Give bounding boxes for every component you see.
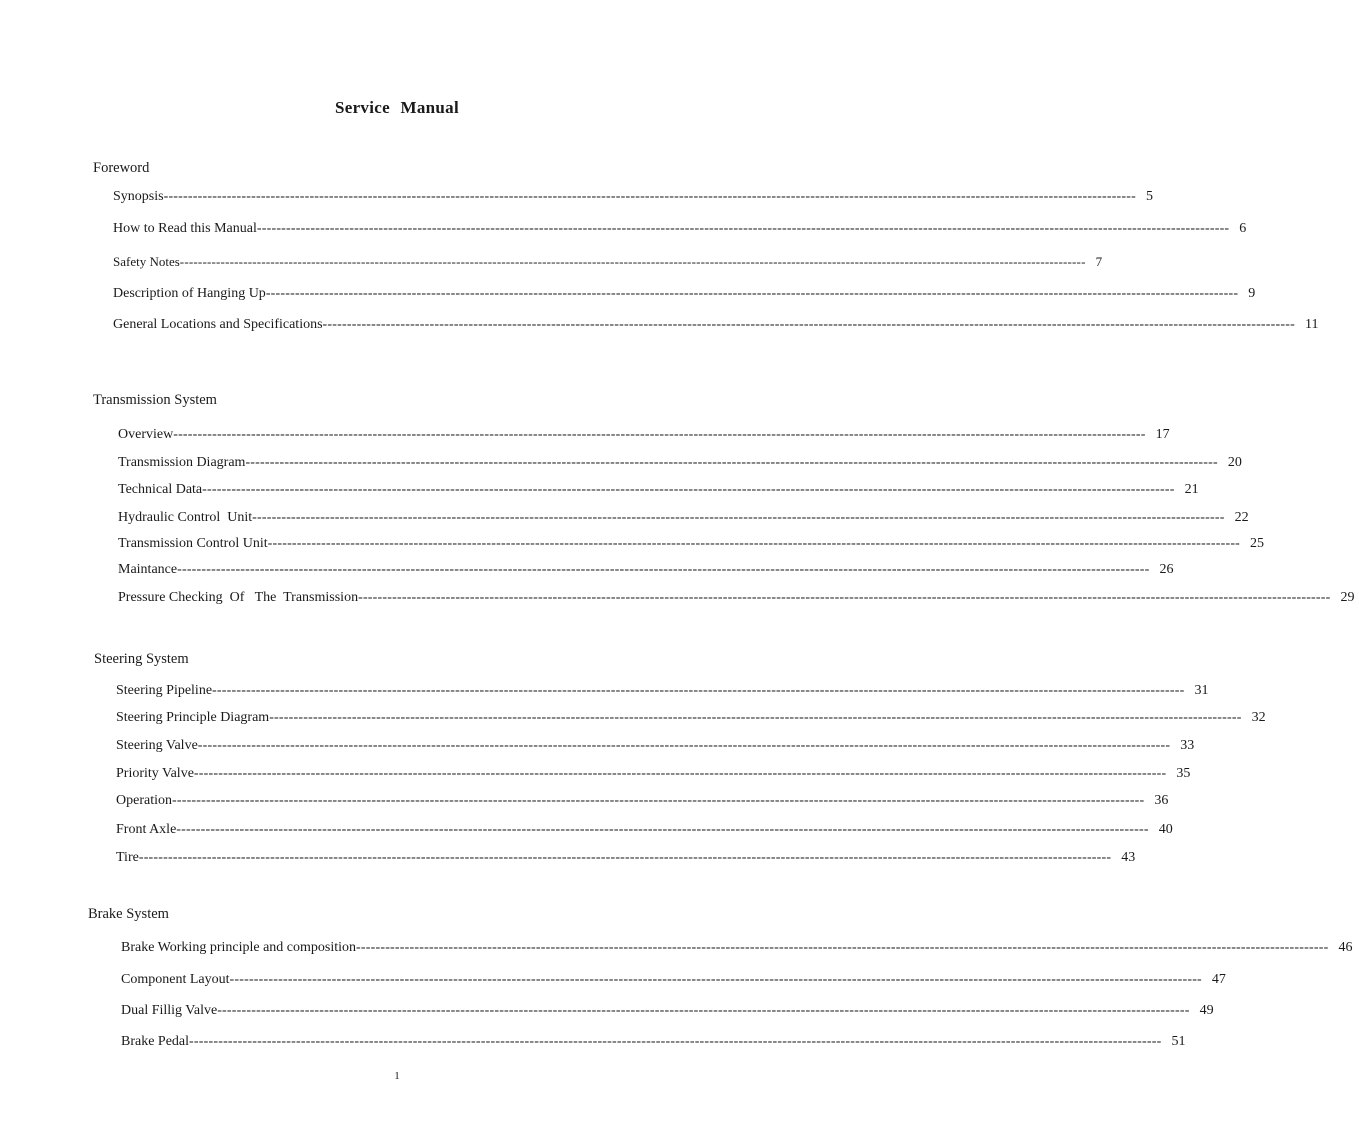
toc-entry[interactable] — [113, 252, 1103, 272]
toc-entry[interactable] — [113, 284, 1256, 304]
dot-leader: -------------------------------------------------------------------------------------------------------------------------------------------------------------------------------------------------------- — [252, 510, 1225, 525]
toc-entry-page: 35 — [1176, 766, 1191, 781]
toc-entry[interactable] — [116, 708, 1266, 728]
toc-entry-page: 32 — [1251, 710, 1266, 725]
dot-leader: -------------------------------------------------------------------------------------------------------------------------------------------------------------------------------------------------------- — [171, 793, 1145, 808]
toc-entry-label: Brake Pedal — [121, 1034, 190, 1049]
toc-entry[interactable] — [121, 1032, 1186, 1052]
dot-leader: -------------------------------------------------------------------------------------------------------------------------------------------------------------------------------------------------------- — [212, 683, 1185, 698]
toc-entry[interactable] — [116, 736, 1195, 756]
section-heading-foreword: Foreword — [93, 160, 150, 176]
toc-entry[interactable] — [121, 938, 1353, 958]
toc-entry-label: Transmission Control Unit — [118, 536, 268, 551]
toc-entry[interactable] — [118, 534, 1265, 554]
toc-entry[interactable] — [118, 588, 1355, 608]
toc-entry-label: Operation — [116, 793, 172, 808]
toc-entry-page: 43 — [1121, 850, 1136, 865]
toc-entry-label: Priority Valve — [116, 766, 194, 781]
dot-leader: -------------------------------------------------------------------------------------------------------------------------------------------------------------------------------------------------------- — [322, 317, 1295, 332]
section-heading-brake: Brake System — [88, 906, 169, 922]
toc-entry-page: 22 — [1234, 510, 1249, 525]
toc-entry-page: 40 — [1158, 822, 1173, 837]
toc-entry-label: Overview — [118, 427, 174, 442]
toc-entry-label: Hydraulic Control Unit — [118, 510, 253, 525]
toc-entry-page: 25 — [1250, 536, 1265, 551]
dot-leader: -------------------------------------------------------------------------------------------------------------------------------------------------------------------------------------------------------- — [202, 482, 1175, 497]
dot-leader: -------------------------------------------------------------------------------------------------------------------------------------------------------------------------------------------------------- — [189, 1034, 1162, 1049]
dot-leader: -------------------------------------------------------------------------------------------------------------------------------------------------------------------------------------------------------- — [358, 590, 1331, 605]
toc-entry-page: 46 — [1338, 940, 1353, 955]
toc-entry-page: 6 — [1239, 221, 1247, 236]
dot-leader: -------------------------------------------------------------------------------------------------------------------------------------------------------------------------------------------------------- — [179, 254, 1086, 269]
dot-leader: -------------------------------------------------------------------------------------------------------------------------------------------------------------------------------------------------------- — [245, 455, 1218, 470]
toc-entry-page: 31 — [1194, 683, 1209, 698]
toc-entry-page: 49 — [1199, 1003, 1214, 1018]
dot-leader: -------------------------------------------------------------------------------------------------------------------------------------------------------------------------------------------------------- — [163, 189, 1136, 204]
toc-entry-label: Pressure Checking Of The Transmission — [118, 590, 359, 605]
toc-entry-label: Description of Hanging Up — [113, 286, 266, 301]
toc-entry[interactable] — [113, 187, 1153, 207]
toc-entry-label: Transmission Diagram — [118, 455, 246, 470]
dot-leader: -------------------------------------------------------------------------------------------------------------------------------------------------------------------------------------------------------- — [217, 1003, 1190, 1018]
toc-entry[interactable] — [118, 560, 1174, 580]
toc-entry-label: Front Axle — [116, 822, 177, 837]
toc-entry[interactable] — [118, 480, 1199, 500]
toc-entry-page: 33 — [1180, 738, 1195, 753]
toc-entry-label: Brake Working principle and composition — [121, 940, 357, 955]
toc-entry[interactable] — [113, 315, 1319, 335]
toc-entry-label: Steering Valve — [116, 738, 198, 753]
toc-entry-label: Technical Data — [118, 482, 203, 497]
toc-entry-page: 36 — [1154, 793, 1169, 808]
toc-entry-label: Synopsis — [113, 189, 164, 204]
dot-leader: -------------------------------------------------------------------------------------------------------------------------------------------------------------------------------------------------------- — [265, 286, 1239, 301]
toc-entry[interactable] — [116, 848, 1136, 868]
dot-leader: -------------------------------------------------------------------------------------------------------------------------------------------------------------------------------------------------------- — [177, 562, 1150, 577]
toc-entry[interactable] — [113, 219, 1247, 239]
toc-entry-label: Safety Notes — [113, 254, 180, 269]
title-word-2: Manual — [400, 98, 459, 117]
toc-entry-page: 29 — [1340, 590, 1355, 605]
toc-entry[interactable] — [118, 453, 1242, 473]
toc-entry-page: 20 — [1227, 455, 1242, 470]
toc-entry-page: 5 — [1146, 189, 1153, 204]
dot-leader: -------------------------------------------------------------------------------------------------------------------------------------------------------------------------------------------------------- — [356, 940, 1329, 955]
toc-entry[interactable] — [116, 764, 1191, 784]
dot-leader: -------------------------------------------------------------------------------------------------------------------------------------------------------------------------------------------------------- — [197, 738, 1171, 753]
toc-entry-page: 47 — [1211, 972, 1226, 987]
dot-leader: -------------------------------------------------------------------------------------------------------------------------------------------------------------------------------------------------------- — [256, 221, 1230, 236]
dot-leader: -------------------------------------------------------------------------------------------------------------------------------------------------------------------------------------------------------- — [267, 536, 1241, 551]
toc-entry-page: 7 — [1095, 254, 1103, 269]
toc-entry[interactable] — [118, 425, 1170, 445]
toc-entry[interactable] — [121, 1001, 1214, 1021]
section-heading-steering: Steering System — [94, 651, 189, 667]
toc-entry-label: Maintance — [118, 562, 178, 577]
toc-entry-label: How to Read this Manual — [113, 221, 257, 236]
toc-entry-page: 9 — [1248, 286, 1256, 301]
toc-entry-label: Component Layout — [121, 972, 230, 987]
dot-leader: -------------------------------------------------------------------------------------------------------------------------------------------------------------------------------------------------------- — [193, 766, 1167, 781]
dot-leader: -------------------------------------------------------------------------------------------------------------------------------------------------------------------------------------------------------- — [229, 972, 1202, 987]
toc-entry-page: 26 — [1159, 562, 1174, 577]
toc-entry-page: 11 — [1304, 317, 1319, 332]
dot-leader: -------------------------------------------------------------------------------------------------------------------------------------------------------------------------------------------------------- — [269, 710, 1242, 725]
dot-leader: -------------------------------------------------------------------------------------------------------------------------------------------------------------------------------------------------------- — [138, 850, 1112, 865]
dot-leader: -------------------------------------------------------------------------------------------------------------------------------------------------------------------------------------------------------- — [173, 427, 1146, 442]
toc-entry-label: General Locations and Specifications — [113, 317, 323, 332]
toc-entry-label: Steering Pipeline — [116, 683, 213, 698]
title-word-1: Service — [334, 98, 390, 117]
toc-entry-page: 51 — [1171, 1034, 1186, 1049]
toc-entry[interactable] — [116, 791, 1169, 811]
toc-entry-page: 21 — [1184, 482, 1199, 497]
toc-entry-label: Steering Principle Diagram — [116, 710, 270, 725]
page-title — [0, 98, 794, 118]
page-number: 1 — [394, 1070, 400, 1082]
toc-entry-label: Dual Fillig Valve — [121, 1003, 218, 1018]
toc-entry-label: Tire — [116, 850, 139, 865]
section-heading-transmission: Transmission System — [93, 392, 217, 408]
toc-entry[interactable] — [116, 681, 1209, 701]
dot-leader: -------------------------------------------------------------------------------------------------------------------------------------------------------------------------------------------------------- — [176, 822, 1149, 837]
toc-entry[interactable] — [118, 508, 1249, 528]
toc-entry[interactable] — [121, 970, 1226, 990]
toc-entry-page: 17 — [1155, 427, 1170, 442]
toc-entry[interactable] — [116, 820, 1173, 840]
